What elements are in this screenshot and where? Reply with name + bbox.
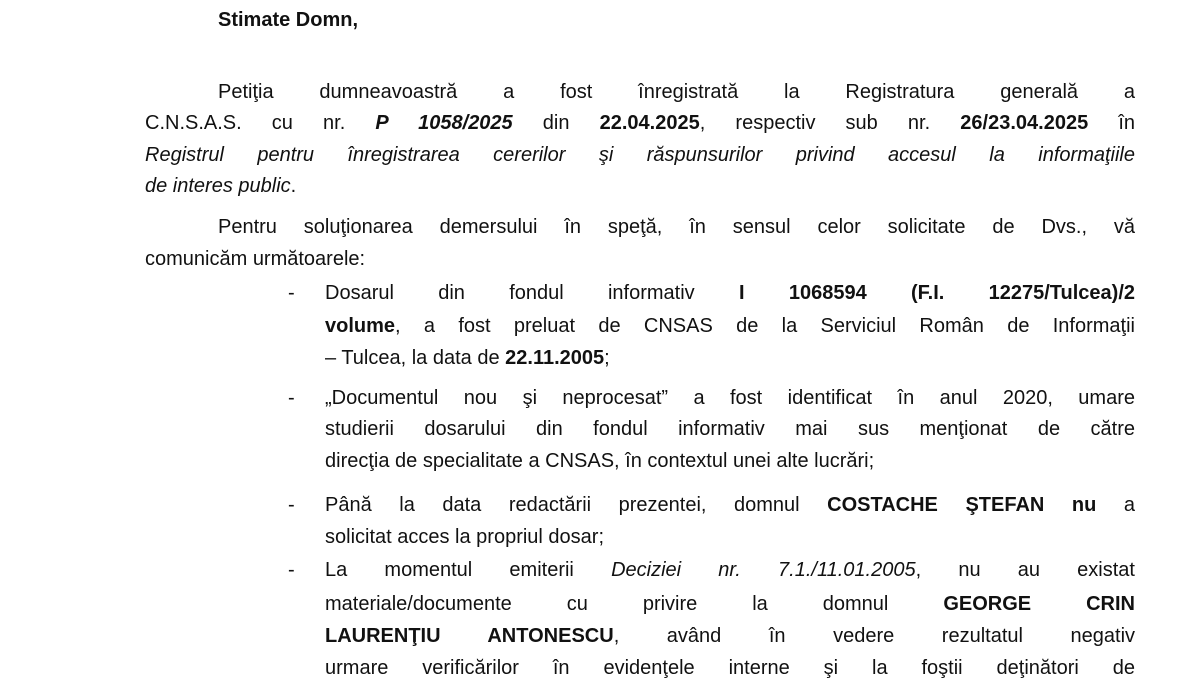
text-run: P 1058/2025 xyxy=(375,112,513,134)
greeting: Stimate Domn, xyxy=(218,9,359,31)
text-run: COSTACHE ŞTEFAN nu xyxy=(827,494,1097,516)
bullet-line xyxy=(325,592,1135,616)
bullet-dash: - xyxy=(288,387,295,409)
text-run: Pentru soluţionarea demersului în speţă, în sensul celor solicitate de Dvs., vă xyxy=(218,216,1135,238)
text-run: Până la data redactării prezentei, domnul xyxy=(325,494,828,516)
bullet-line xyxy=(325,656,1135,680)
text-run: de interes public xyxy=(145,175,291,197)
text-run: comunicăm următoarele: xyxy=(145,248,366,270)
bullet-line xyxy=(325,493,1135,517)
bullet-line xyxy=(325,624,1135,648)
bullet-line xyxy=(325,346,610,370)
bullet-dash: - xyxy=(288,559,295,581)
text-run: urmare verificărilor în evidenţele interne şi la foştii deţinători de xyxy=(325,657,1135,679)
paragraph-line xyxy=(145,143,1135,167)
text-run: , având în vedere rezultatul negativ xyxy=(613,625,1136,647)
text-run: , a fost preluat de CNSAS de la Serviciul Român de Informaţii xyxy=(395,315,1135,337)
paragraph-line xyxy=(145,247,365,271)
bullet-dash: - xyxy=(288,282,295,304)
text-run: în xyxy=(1088,112,1136,134)
paragraph-line xyxy=(145,174,296,198)
text-run: La momentul emiterii xyxy=(325,559,612,581)
bullet-line xyxy=(325,558,1135,582)
text-run: – Tulcea, la data de xyxy=(325,347,506,369)
text-run: volume xyxy=(325,315,396,337)
paragraph-line xyxy=(218,215,1135,239)
text-run: „Documentul nou şi neprocesat” a fost identificat în anul 2020, umare xyxy=(325,387,1135,409)
text-run: studierii dosarului din fondul informativ mai sus menţionat de către xyxy=(325,418,1135,440)
bullet-line xyxy=(325,314,1135,338)
bullet-line xyxy=(325,449,874,473)
bullet-dash: - xyxy=(288,494,295,516)
text-run: GEORGE CRIN xyxy=(943,593,1135,615)
paragraph-line xyxy=(218,80,1135,104)
text-run: ; xyxy=(604,347,610,369)
text-run: 22.04.2025 xyxy=(599,112,700,134)
text-run: , nu au existat xyxy=(915,559,1135,581)
bullet-line xyxy=(325,525,604,549)
text-run: Registrul pentru înregistrarea cererilor şi răspunsurilor privind accesul la informaţiile xyxy=(145,144,1135,166)
bullet-line xyxy=(325,417,1135,441)
text-run: C.N.S.A.S. cu nr. xyxy=(145,112,376,134)
text-run: Deciziei nr. 7.1./11.01.2005 xyxy=(611,559,916,581)
text-run: a xyxy=(1096,494,1135,516)
text-run: . xyxy=(290,175,297,197)
text-run: materiale/documente cu privire la domnul xyxy=(325,593,944,615)
text-run: solicitat acces la propriul dosar; xyxy=(325,526,605,548)
paragraph-line xyxy=(145,111,1135,135)
text-run: direcţia de specialitate a CNSAS, în contextul unei alte lucrări; xyxy=(325,450,875,472)
text-run: , respectiv sub nr. xyxy=(699,112,961,134)
text-run: Petiţia dumneavoastră a fost înregistrată la Registratura generală a xyxy=(218,81,1135,103)
text-run: 22.11.2005 xyxy=(505,347,605,369)
text-run: LAURENŢIU ANTONESCU xyxy=(325,625,614,647)
bullet-line xyxy=(325,386,1135,410)
text-run: 26/23.04.2025 xyxy=(960,112,1089,134)
text-run: I 1068594 (F.I. 12275/Tulcea)/2 xyxy=(738,282,1136,304)
bullet-line xyxy=(325,281,1135,305)
text-run: Dosarul din fondul informativ xyxy=(325,282,739,304)
text-run: din xyxy=(512,112,600,134)
